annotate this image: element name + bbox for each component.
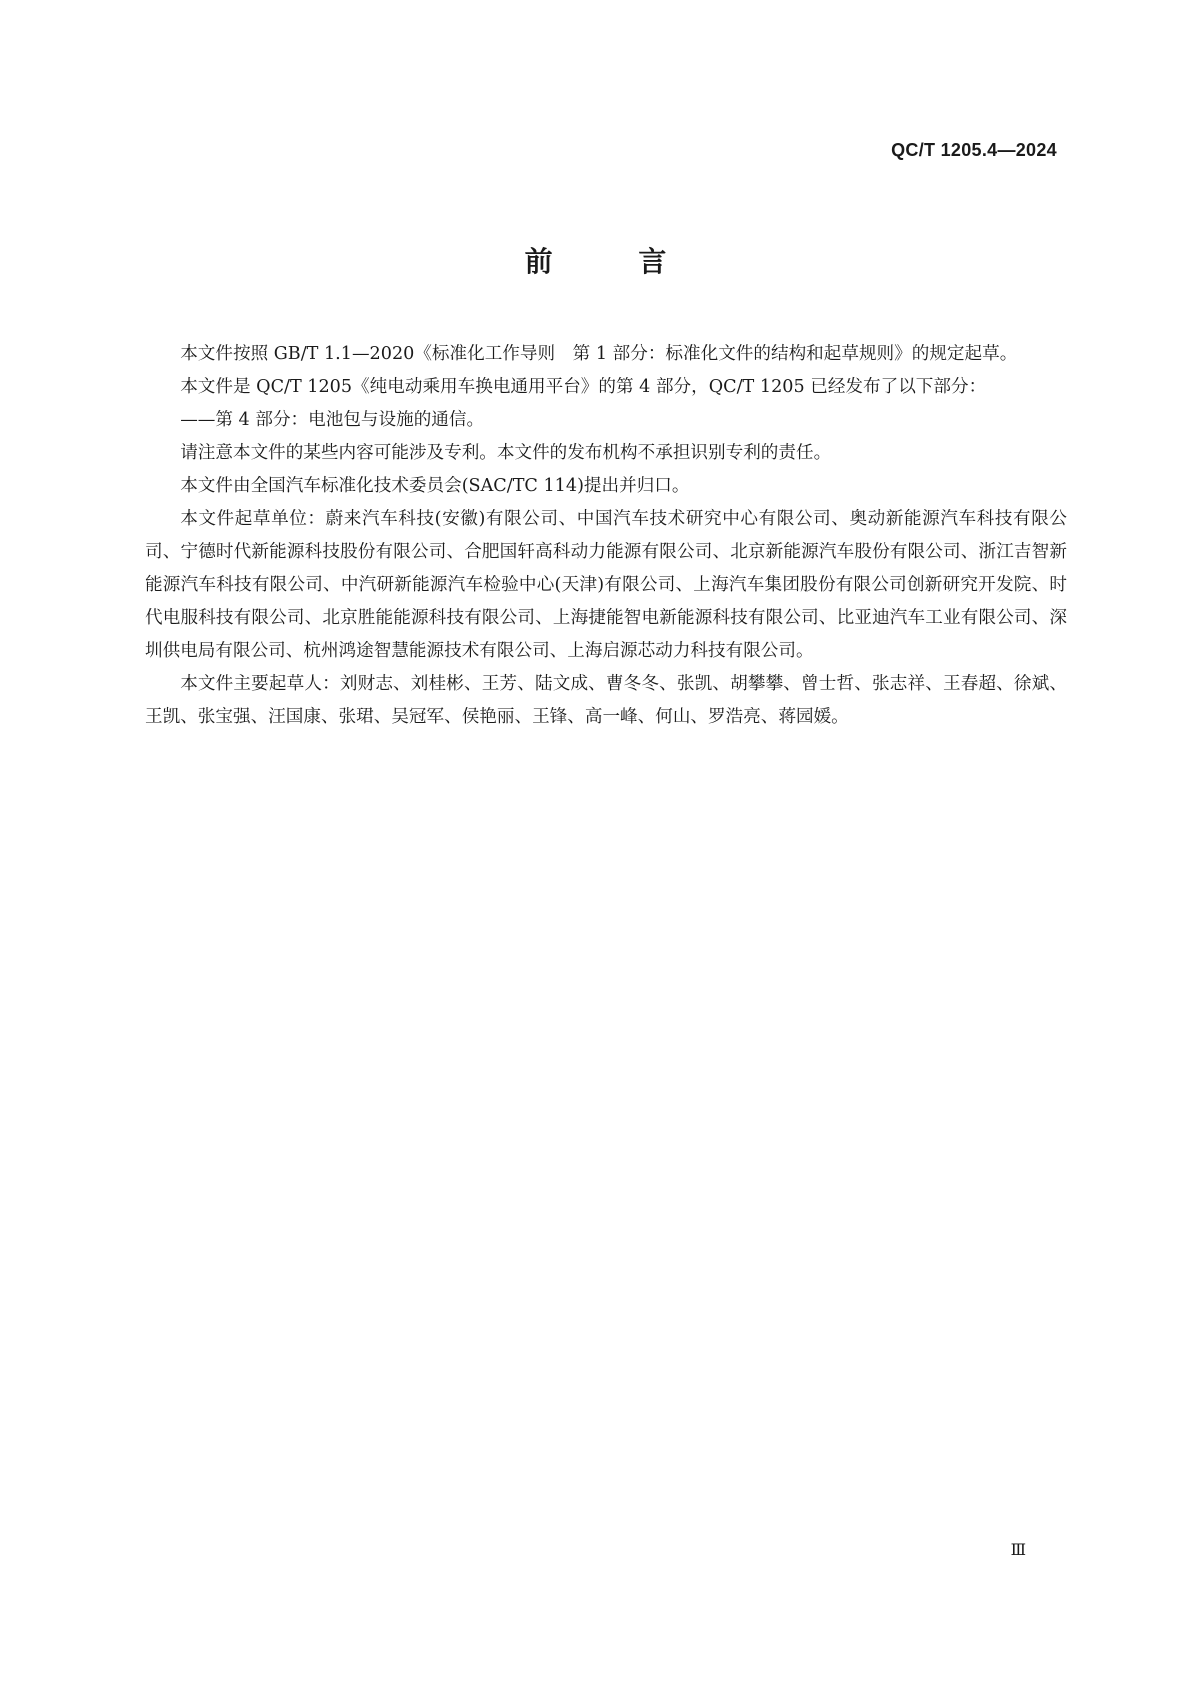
paragraph-patent-notice: 请注意本文件的某些内容可能涉及专利。本文件的发布机构不承担识别专利的责任。 [180, 443, 832, 463]
paragraph-series-parts: 本文件是 QC/T 1205《纯电动乘用车换电通用平台》的第 4 部分，QC/T 1205 已经发布了以下部分： [180, 377, 987, 397]
foreword-body [145, 338, 1067, 734]
paragraph-drafting-rules: 本文件按照 GB/T 1.1—2020《标准化工作导则 第 1 部分：标准化文件的结构和起草规则》的规定起草。 [180, 344, 1018, 364]
page-title: 前 言 [524, 245, 705, 278]
standard-code: QC/T 1205.4—2024 [891, 140, 1057, 160]
paragraph-drafting-organizations: 本文件起草单位：蔚来汽车科技(安徽)有限公司、中国汽车技术研究中心有限公司、奥动新能源汽车科技有限公司、宁德时代新能源科技股份有限公司、合肥国轩高科动力能源有限公司、北京新能源汽车股份有限公司、浙江吉智新能源汽车科技有限公司、中汽研新能源汽车检验中心(天津)有限公司、上海汽车集团股份有限公司创新研究开发院、时代电服科技有限公司、北京胜能能源科技有限公司、上海捷能智电新能源科技有限公司、比亚迪汽车工业有限公司、深圳供电局有限公司、杭州鸿途智慧能源技术有限公司、上海启源芯动力科技有限公司。 [145, 509, 1067, 661]
paragraph-part-list-item: ——第 4 部分：电池包与设施的通信。 [180, 410, 485, 430]
paragraph-proposer: 本文件由全国汽车标准化技术委员会(SAC/TC 114)提出并归口。 [180, 476, 690, 496]
page-number: Ⅲ [1010, 1540, 1026, 1559]
paragraph-drafters: 本文件主要起草人：刘财志、刘桂彬、王芳、陆文成、曹冬冬、张凯、胡攀攀、曾士哲、张志祥、王春超、徐斌、王凯、张宝强、汪国康、张珺、吴冠军、侯艳丽、王锋、高一峰、何山、罗浩亮、蒋园媛。 [145, 674, 1067, 727]
